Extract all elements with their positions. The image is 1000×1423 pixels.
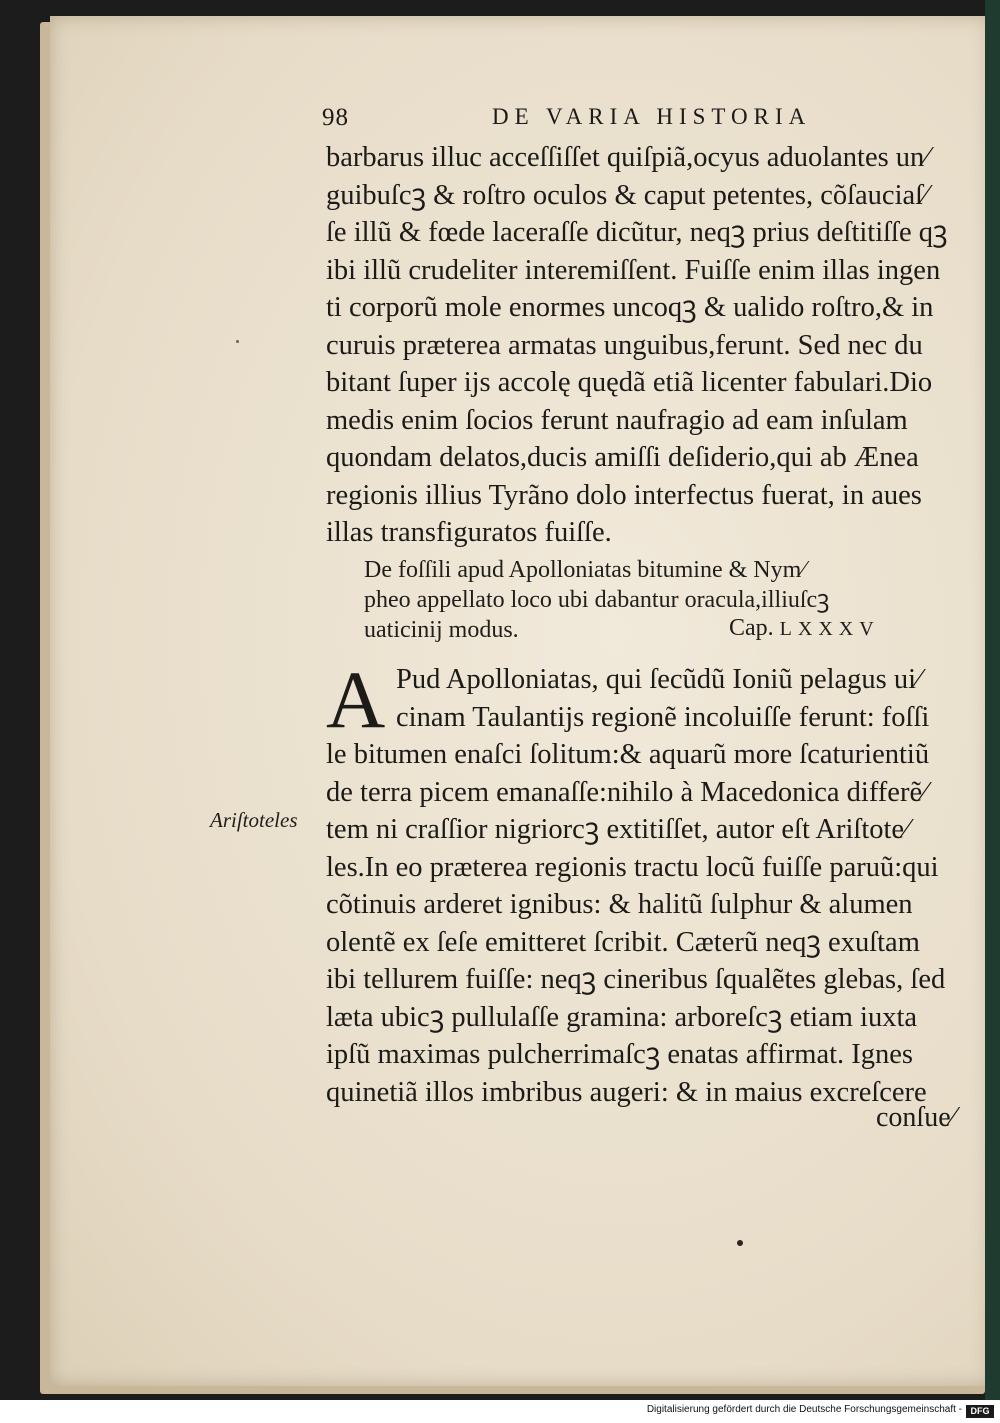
- rubric-line: De foſſili apud Apolloniatas bitumine & Nym⁄: [364, 557, 806, 583]
- text-line: ibi tellurem fuiſſe: neqꝫ cineribus ſqualẽtes glebas, ſed: [326, 964, 946, 995]
- text-line: de terra picem emanaſſe:nihilo à Macedonica differẽ⁄: [326, 776, 927, 808]
- text-line: curuis prӕterea armatas unguibus,ferunt. Sed nec du: [326, 329, 923, 361]
- rubric-line: pheo appellato loco ubi dabantur oracula,illiuſcꝫ: [364, 587, 830, 613]
- text-line: ibi illũ crudeliter interemiſſent. Fuiſſe enim illas ingen: [326, 254, 941, 286]
- text-line: olentẽ ex ſeſe emitteret ſcribit. Cӕterũ neqꝫ exuſtam: [326, 926, 920, 958]
- text-line: les.In eo prӕterea regionis tractu locũ fuiſſe paruũ:qui: [326, 851, 939, 883]
- page-number: 98: [322, 104, 349, 131]
- text-line: cõtinuis arderet ignibus: & halitũ ſulphur & alumen: [326, 889, 913, 920]
- text-line: quinetiã illos imbribus augeri: & in maius excreſcere: [326, 1076, 927, 1108]
- catchword: conſue⁄: [876, 1102, 956, 1133]
- dfg-logo: DFG: [966, 1405, 994, 1418]
- text-line: le bitumen enaſci ſolitum:& aquarũ more ſcaturientiũ: [326, 739, 930, 770]
- running-head: DE VARIA HISTORIA: [492, 104, 812, 129]
- text-line: Pud Apolloniatas, qui ſecũdũ Ioniũ pelagus ui⁄: [396, 664, 921, 695]
- chapter-label: Cap.: [729, 615, 774, 641]
- text-line: illas transfiguratos fuiſſe.: [326, 517, 612, 548]
- ink-speck: [737, 1240, 743, 1246]
- text-line: lӕta ubicꝫ pullulaſſe gramina: arboreſcꝫ etiam iuxta: [326, 1001, 918, 1033]
- text-line: ipſũ maximas pulcherrimaſcꝫ enatas affirmat. Ignes: [326, 1039, 913, 1070]
- text-line: medis enim ſocios ferunt naufragio ad eam inſulam: [326, 404, 908, 436]
- binding-strip: [985, 0, 1000, 1400]
- text-line: bitant ſuper ijs accolę quędã etiã licenter fabulari.Dio: [326, 367, 933, 398]
- rubric-line: uaticinij modus.: [364, 617, 519, 643]
- text-line: cinam Taulantijs regionẽ incoluiſſe ferunt: foſſi: [396, 701, 930, 733]
- drop-capital: A: [326, 654, 386, 745]
- text-line: ti corporũ mole enormes uncoqꝫ & ualido roſtro,& in: [326, 292, 934, 323]
- text-block-continuation: [326, 139, 972, 552]
- text-line: barbarus illuc acceſſiſſet quiſpiã,ocyus aduolantes un⁄: [326, 142, 930, 173]
- chapter-numeral: LXXXV: [779, 618, 880, 640]
- chapter-rubric: [364, 555, 964, 645]
- funding-credit: Digitalisierung gefördert durch die Deutsche Forschungsgemeinschaft -: [646, 1404, 962, 1415]
- text-line: regionis illius Tyrãno dolo interfectus fuerat, in aues: [326, 479, 922, 511]
- ink-speck: [236, 340, 239, 343]
- text-line: quondam delatos,ducis amiſſi deſiderio,qui ab Ӕnea: [326, 442, 919, 473]
- text-block-chapter: [326, 654, 972, 1111]
- marginal-note: Ariſtoteles: [210, 808, 298, 832]
- chapter-number: [729, 615, 880, 642]
- text-line: ſe illũ & fœde laceraſſe dicũtur, neqꝫ prius deſtitiſſe qꝫ: [326, 217, 948, 248]
- text-line: guibuſcꝫ & roſtro oculos & caput petentes, cõſauciaſ⁄: [326, 179, 928, 211]
- text-line: tem ni craſſior nigriorcꝫ extitiſſet, autor eſt Ariſtote⁄: [326, 814, 909, 845]
